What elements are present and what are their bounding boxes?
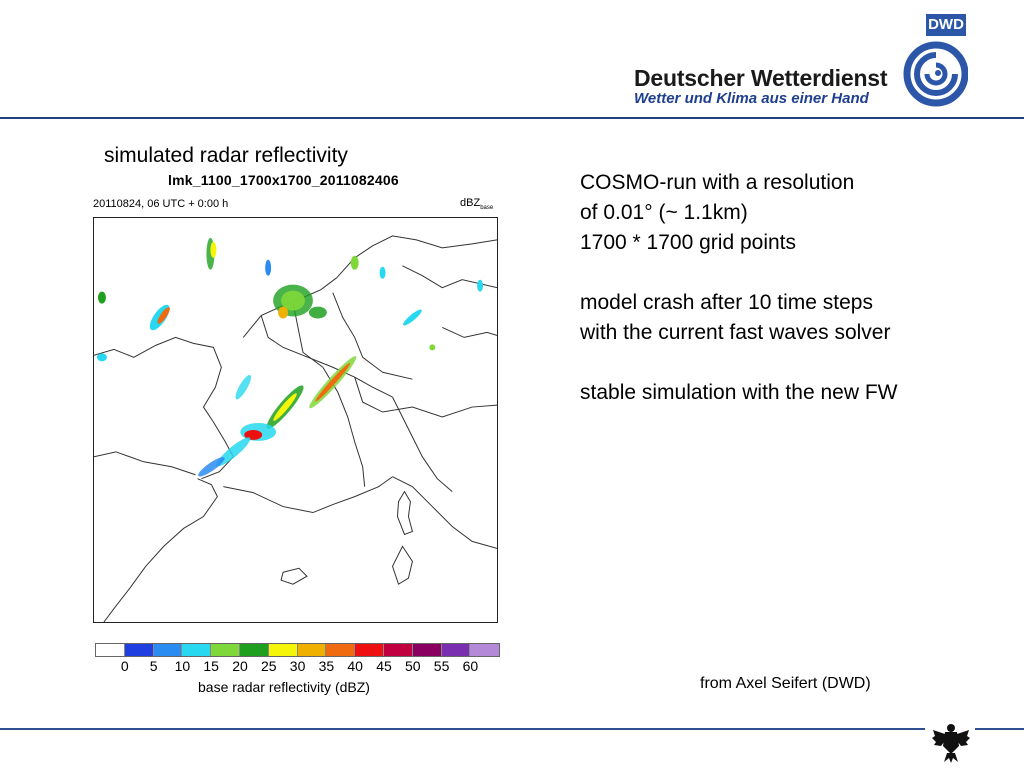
colorbar-tick-label: 0 [120, 658, 129, 674]
colorbar-swatch [470, 644, 499, 656]
precip-cell [271, 391, 299, 422]
precip-cell [278, 307, 288, 319]
precip-cell [98, 292, 106, 304]
note-line: model crash after 10 time steps [580, 291, 873, 314]
colorbar-swatch [413, 644, 442, 656]
colorbar-tick-label: 20 [232, 658, 248, 674]
note-line: of 0.01° (~ 1.1km) [580, 201, 748, 224]
map-coastline [223, 477, 392, 513]
colorbar-swatch [384, 644, 413, 656]
colorbar-tick-label: 55 [433, 658, 450, 674]
precip-cell [429, 344, 435, 350]
note-line: COSMO-run with a resolution [580, 171, 855, 194]
colorbar-swatch [269, 644, 298, 656]
precip-cell [309, 307, 327, 319]
note-line: with the current fast waves solver [580, 321, 891, 344]
colorbar-swatch [355, 644, 384, 656]
map-coastline [393, 477, 497, 549]
plot-unit [460, 197, 493, 211]
colorbar-tick-label: 35 [318, 658, 335, 674]
precip-cell [210, 242, 216, 258]
map-coastline [94, 452, 195, 475]
header-divider [0, 117, 1024, 119]
colorbar-swatch [154, 644, 183, 656]
map-coastline [337, 236, 497, 278]
plot-subtitle: 20110824, 06 UTC + 0:00 h [93, 198, 229, 210]
colorbar-swatch [298, 644, 327, 656]
colorbar-tick-label: 40 [347, 658, 363, 674]
precip-cell [97, 353, 107, 361]
colorbar-swatch [125, 644, 154, 656]
radar-reflectivity-map [93, 217, 498, 623]
colorbar-swatch [326, 644, 355, 656]
precip-cell [196, 454, 227, 479]
colorbar-tick-label: 10 [174, 658, 191, 674]
colorbar-swatch [96, 644, 125, 656]
colorbar-swatch [182, 644, 211, 656]
map-island [397, 492, 412, 535]
colorbar-swatch [240, 644, 269, 656]
unit-label: dBZ [460, 197, 481, 209]
footer-divider [0, 728, 925, 730]
credit-text: from Axel Seifert (DWD) [700, 675, 871, 692]
colorbar-tick-label: 45 [376, 658, 392, 674]
colorbar-tick-label: 60 [462, 658, 479, 674]
colorbar [95, 643, 500, 657]
precip-cell [401, 308, 423, 328]
logo-name: Deutscher Wetterdienst [634, 65, 888, 91]
map-island [393, 546, 413, 584]
note-line: 1700 * 1700 grid points [580, 231, 796, 254]
dwd-swirl-logo-icon [900, 40, 968, 108]
colorbar-tick-label: 30 [289, 658, 306, 674]
figure-heading: simulated radar reflectivity [104, 144, 348, 167]
federal-eagle-icon [931, 720, 971, 764]
colorbar-tick-label: 50 [405, 658, 421, 674]
notes-panel [580, 168, 897, 408]
precip-cell [351, 256, 359, 270]
precip-cell [380, 267, 386, 279]
precip-cell [477, 280, 483, 292]
map-border [442, 327, 497, 337]
dwd-logo-text [634, 66, 887, 108]
colorbar-title: base radar reflectivity (dBZ) [198, 679, 370, 695]
map-border [355, 377, 497, 417]
colorbar-swatch [211, 644, 240, 656]
colorbar-tick-label: 5 [149, 658, 158, 674]
dwd-badge: DWD [926, 14, 966, 36]
colorbar-tick-label: 25 [261, 658, 277, 674]
map-border [393, 397, 453, 492]
logo-tagline: Wetter und Klima aus einer Hand [634, 90, 869, 107]
footer-divider-right [975, 728, 1024, 730]
colorbar-swatch [442, 644, 471, 656]
map-coastline [94, 337, 233, 478]
precip-cell [233, 373, 254, 401]
colorbar-tick-label: 15 [203, 658, 219, 674]
plot-title: lmk_1100_1700x1700_2011082406 [168, 172, 399, 188]
precip-cell [265, 260, 271, 276]
map-coastline [104, 479, 217, 622]
map-island [281, 568, 307, 584]
note-line: stable simulation with the new FW [580, 381, 898, 404]
unit-subscript: base [480, 205, 494, 212]
